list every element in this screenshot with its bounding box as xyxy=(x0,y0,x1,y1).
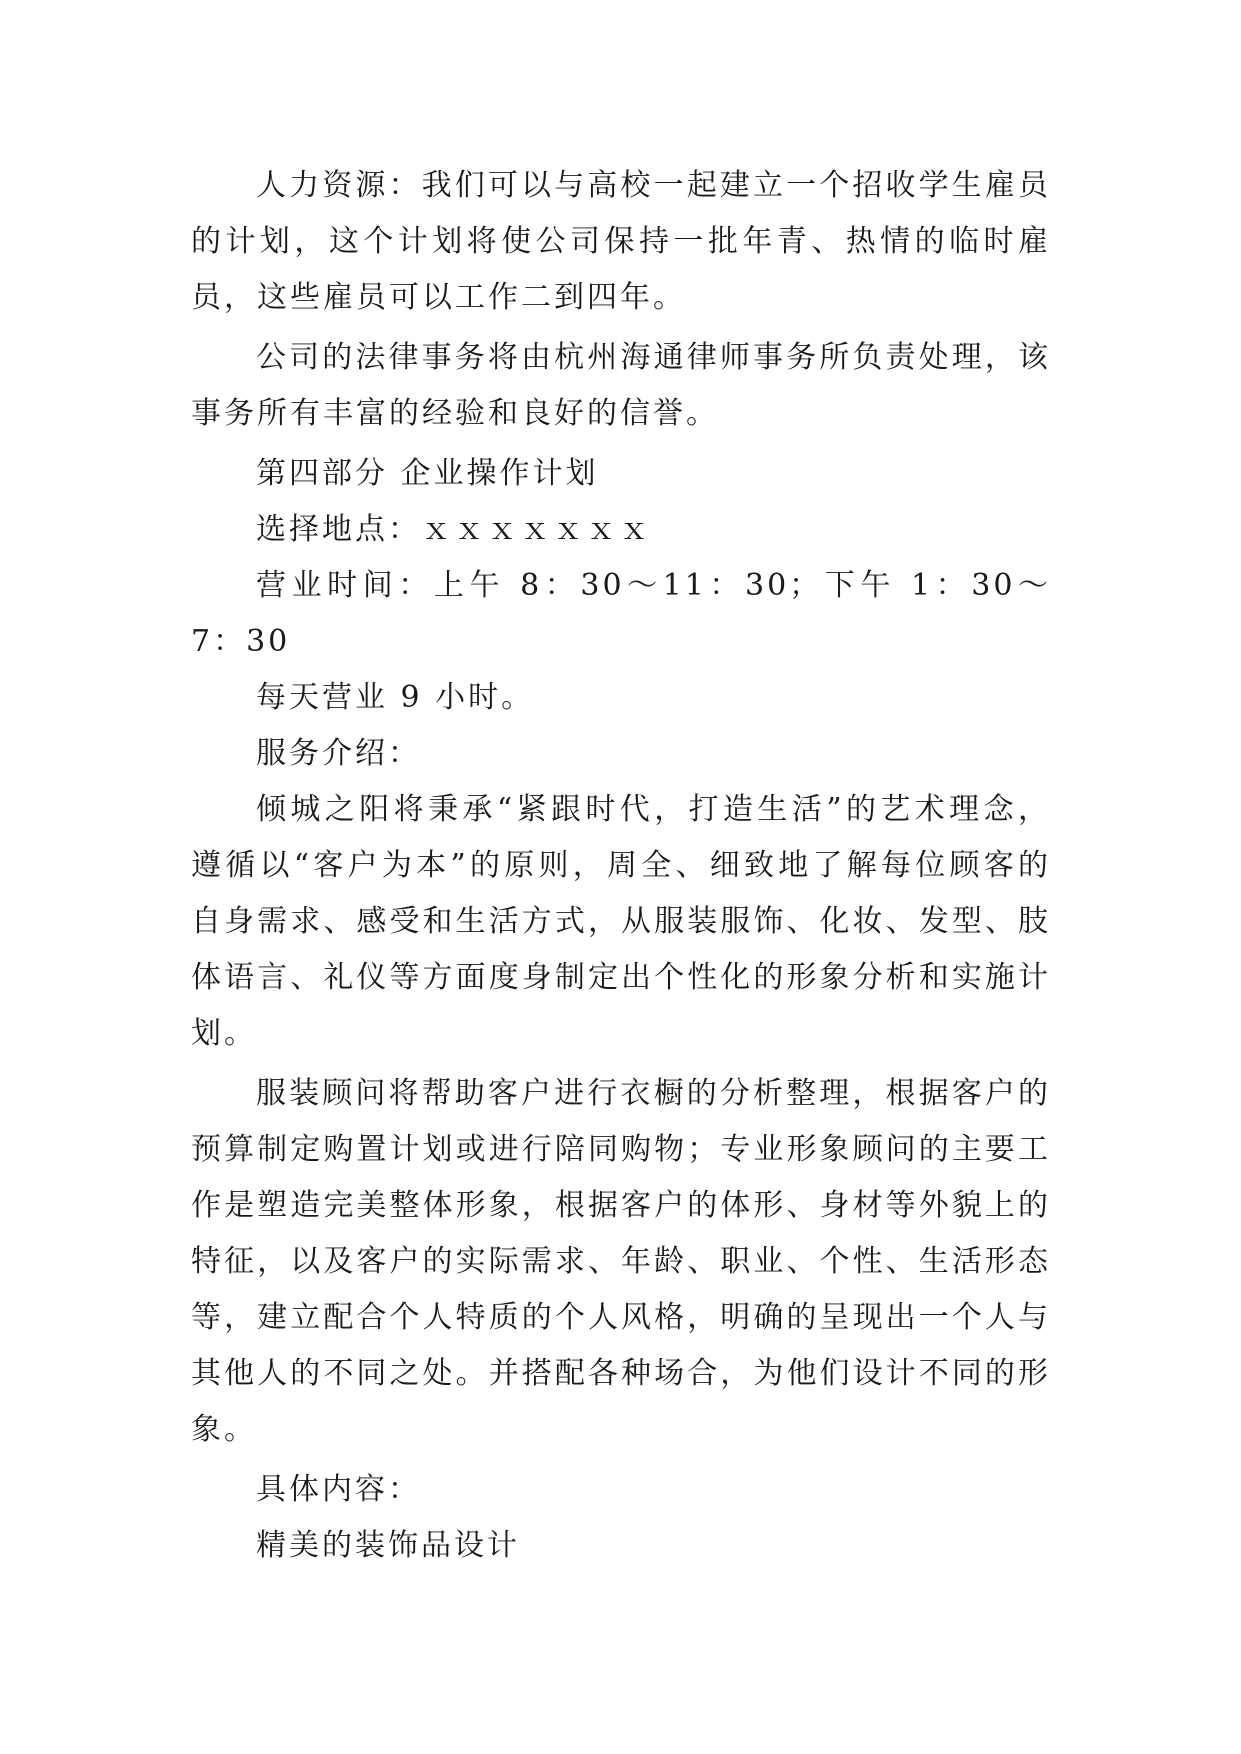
paragraph-service-intro-label: 服务介绍： xyxy=(256,736,421,771)
document-body xyxy=(191,158,1051,1574)
section-heading: 第四部分 企业操作计划 xyxy=(256,456,599,491)
paragraph-business-hours: 营业时间：上午 8：30～11：30；下午 1：30～7：30 xyxy=(191,568,1051,659)
paragraph-consultant-services: 服装顾问将帮助客户进行衣橱的分析整理，根据客户的预算制定购置计划或进行陪同购物；专业形象顾问的主要工作是塑造完美整体形象，根据客户的体形、身材等外貌上的特征，以及客户的实际需求、年龄、职业、个性、生活形态等，建立配合个人特质的个人风格，明确的呈现出一个人与其他人的不同之处。并搭配各种场合，为他们设计不同的形象。 xyxy=(191,1076,1051,1447)
paragraph-location: 选择地点：ｘｘｘｘｘｘｘ xyxy=(256,512,652,547)
paragraph-details-label: 具体内容： xyxy=(256,1472,421,1507)
paragraph-service-concept: 倾城之阳将秉承“紧跟时代，打造生活”的艺术理念，遵循以“客户为本”的原则，周全、细致地了解每位顾客的自身需求、感受和生活方式，从服装服饰、化妆、发型、肢体语言、礼仪等方面度身制定出个性化的形象分析和实施计划。 xyxy=(191,792,1051,1051)
paragraph-human-resources: 人力资源：我们可以与高校一起建立一个招收学生雇员的计划，这个计划将使公司保持一批年青、热情的临时雇员，这些雇员可以工作二到四年。 xyxy=(191,168,1051,315)
paragraph-daily-hours: 每天营业 9 小时。 xyxy=(256,680,535,715)
paragraph-decoration-design: 精美的装饰品设计 xyxy=(256,1528,520,1563)
paragraph-legal-affairs: 公司的法律事务将由杭州海通律师事务所负责处理，该事务所有丰富的经验和良好的信誉。 xyxy=(191,340,1051,431)
